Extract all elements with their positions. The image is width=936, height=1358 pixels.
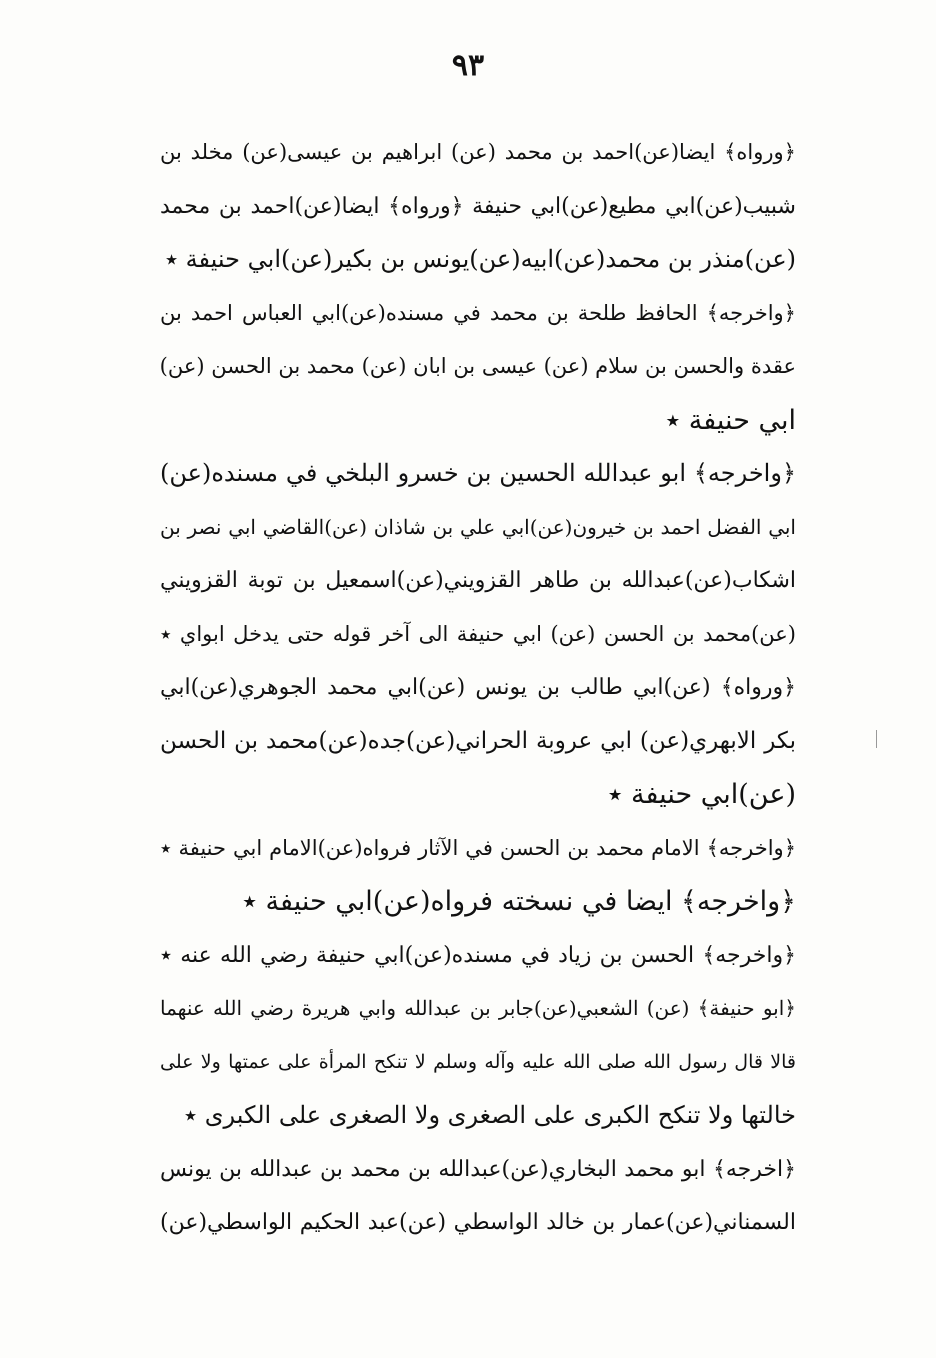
text-line: ﴿واخرجه﴾ الحسن بن زياد في مسنده(عن)ابي حنيفة رضي الله عنه ٭ bbox=[160, 942, 796, 968]
text-line: اشكاب(عن)عبدالله بن طاهر القزويني(عن)اسمعيل بن توبة القزويني bbox=[160, 568, 796, 593]
margin-mark bbox=[876, 730, 877, 748]
text-line: ابي الفضل احمد بن خيرون(عن)ابي علي بن شاذان (عن)القاضي ابي نصر بن bbox=[160, 514, 796, 539]
text-line: بكر الابهري(عن) ابي عروبة الحراني(عن)جده(عن)محمد بن الحسن bbox=[160, 727, 796, 754]
text-line: خالتها ولا تنكح الكبرى على الصغرى ولا الصغرى على الكبرى ٭ bbox=[183, 1101, 796, 1129]
text-line: ﴿ورواه﴾ (عن)ابي طالب بن يونس (عن)ابي محمد الجوهري(عن)ابي bbox=[160, 675, 796, 700]
text-line: السمناني(عن)عمار بن خالد الواسطي (عن)عبد الحكيم الواسطي(عن) bbox=[160, 1210, 796, 1235]
text-line: ﴿ابو حنيفة﴾ (عن) الشعبي(عن)جابر بن عبدالله وابي هريرة رضي الله عنهما bbox=[160, 996, 796, 1020]
text-line: ﴿واخرجه﴾ الامام محمد بن الحسن في الآثار فرواه(عن)الامام ابي حنيفة ٭ bbox=[160, 835, 796, 860]
text-line: (عن)محمد بن الحسن (عن) ابي حنيفة الى آخر قوله حتى يدخل ابواي ٭ bbox=[160, 621, 796, 646]
text-line: ﴿اخرجه﴾ ابو محمد البخاري(عن)عبدالله بن محمد بن عبدالله بن يونس bbox=[160, 1156, 796, 1182]
text-line: ابي حنيفة ٭ bbox=[665, 404, 796, 436]
page-number: ٩٣ bbox=[451, 48, 485, 83]
text-line: ﴿واخرجه﴾ ابو عبدالله الحسين بن خسرو البلخي في مسنده(عن) bbox=[160, 459, 796, 487]
text-line: ﴿ورواه﴾ ايضا(عن)احمد بن محمد (عن) ابراهيم بن عيسى(عن) مخلد بن bbox=[160, 140, 796, 164]
text-line: (عن)منذر بن محمد(عن)ابيه(عن)يونس بن بكير(عن)ابي حنيفة ٭ bbox=[164, 245, 796, 273]
body-text bbox=[160, 126, 796, 1250]
text-line: (عن)ابي حنيفة ٭ bbox=[607, 779, 796, 810]
text-line: شبيب(عن)ابي مطيع(عن)ابي حنيفة ﴿ورواه﴾ ايضا(عن)احمد بن محمد bbox=[160, 193, 796, 219]
text-line: ﴿واخرجه﴾ الحافظ طلحة بن محمد في مسنده(عن)ابي العباس احمد بن bbox=[160, 300, 796, 325]
text-line: قالا قال رسول الله صلى الله عليه وآله وسلم لا تنكح المرأة على عمتها ولا على bbox=[160, 1050, 796, 1073]
text-line: عقدة والحسن بن سلام (عن) عيسى بن ابان (عن) محمد بن الحسن (عن) bbox=[160, 354, 796, 378]
text-line: ﴿واخرجه﴾ ايضا في نسخته فرواه(عن)ابي حنيفة ٭ bbox=[242, 886, 796, 917]
